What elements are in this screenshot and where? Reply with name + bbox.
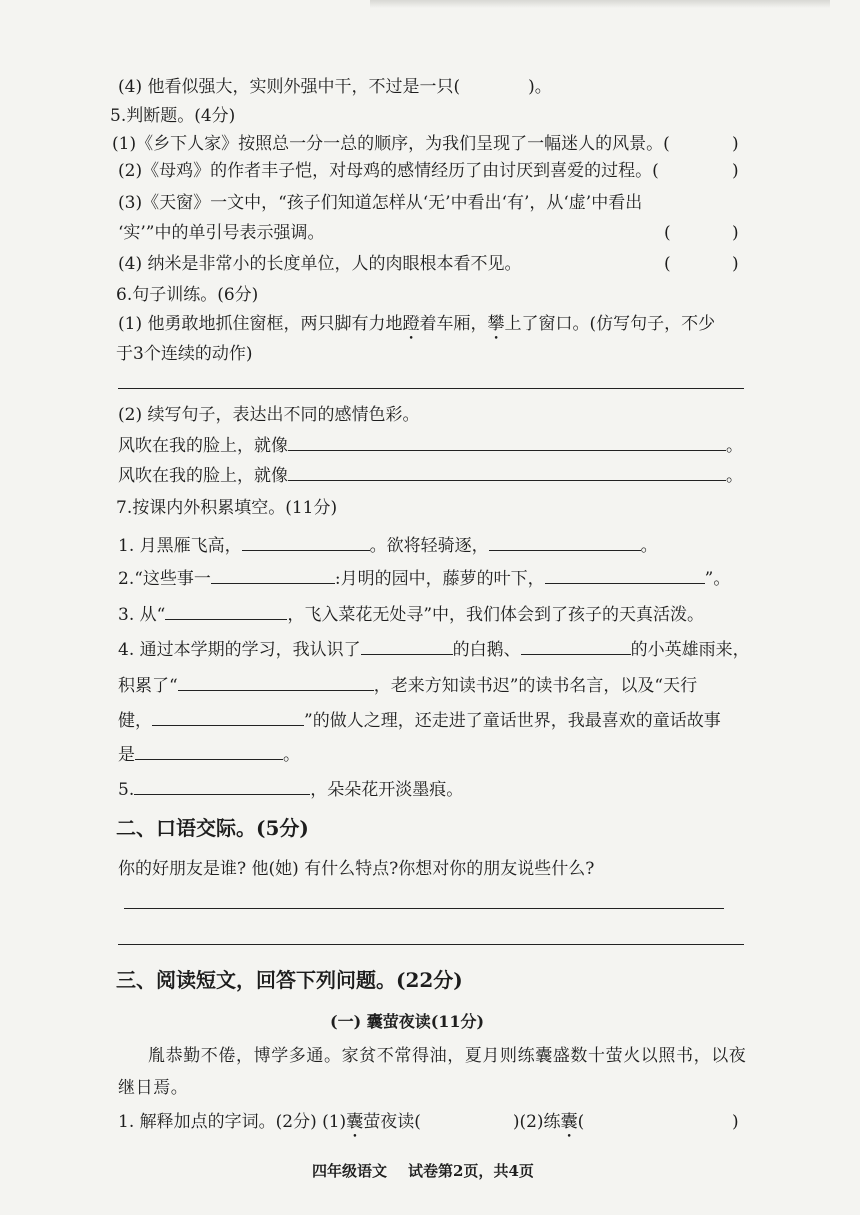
section-2-title: 二、口语交际。(5分) bbox=[116, 816, 309, 840]
q7-row-4 bbox=[118, 638, 750, 661]
q7-r4-blank-1[interactable] bbox=[361, 638, 453, 655]
q7-row-2 bbox=[118, 567, 730, 590]
q6-wind-1 bbox=[118, 434, 743, 457]
q6-s1-part1: (1) 他勇敢地抓住窗框，两只脚有力地 bbox=[118, 314, 403, 334]
q7-r1-a: 1. 月黑雁飞高， bbox=[118, 536, 242, 556]
q5-item-4: (4) 纳米是非常小的长度单位，人的肉眼根本看不见。 bbox=[118, 254, 522, 274]
q7-r1-c: 。 bbox=[640, 536, 658, 556]
q7-row-1 bbox=[118, 534, 658, 557]
q5-item-2-close: ) bbox=[732, 161, 739, 181]
q7-r5-a: 积累了“ bbox=[118, 676, 178, 696]
q6-sentence-1 bbox=[118, 313, 715, 344]
section-3-title: 三、阅读短文，回答下列问题。(22分) bbox=[116, 968, 463, 992]
q7-r8-blank[interactable] bbox=[134, 778, 310, 795]
q5-item-3-open: ( bbox=[664, 223, 671, 243]
q5-item-2: (2)《母鸡》的作者丰子恺，对母鸡的感情经历了由讨厌到喜爱的过程。( bbox=[118, 161, 659, 181]
q7-r6-a: 健， bbox=[118, 711, 152, 731]
q7-row-6 bbox=[118, 709, 721, 732]
q7-row-8 bbox=[118, 778, 463, 801]
q5-item-4-open: ( bbox=[664, 254, 671, 274]
rq1-d: ( bbox=[577, 1112, 585, 1132]
q7-row-3 bbox=[118, 603, 704, 626]
q7-r6-blank[interactable] bbox=[152, 709, 304, 726]
q4-item-4 bbox=[118, 76, 552, 98]
footer-page: 试卷第2页，共4页 bbox=[408, 1162, 534, 1180]
q7-r2-c: ”。 bbox=[704, 569, 731, 589]
q6-s1-dotted-2: 攀 bbox=[487, 314, 505, 334]
rq1-a: 1. 解释加点的字词。(2分) (1) bbox=[118, 1112, 347, 1132]
q6-wind-2-blank[interactable] bbox=[288, 464, 726, 481]
q7-r3-b: ，飞入菜花无处寻”中，我们体会到了孩子的天真活泼。 bbox=[287, 605, 705, 625]
q6-s1-part2: 着车厢， bbox=[419, 314, 488, 334]
q7-r3-a: 3. 从“ bbox=[118, 605, 166, 625]
q5-title: 5.判断题。(4分) bbox=[110, 106, 236, 126]
q4-item-4-text: (4) 他看似强大，实则外强中干，不过是一只( bbox=[118, 77, 461, 97]
q7-r7-blank[interactable] bbox=[135, 743, 283, 760]
section-2-prompt: 你的好朋友是谁? 他(她) 有什么特点?你想对你的朋友说些什么? bbox=[118, 859, 595, 879]
q5-item-1-close: ) bbox=[732, 134, 739, 154]
q7-r7-b: 。 bbox=[283, 745, 300, 765]
scan-shadow bbox=[370, 0, 830, 8]
q5-item-3-close: ) bbox=[732, 223, 739, 243]
q7-r8-b: ，朵朵花开淡墨痕。 bbox=[310, 780, 464, 800]
q7-r4-blank-2[interactable] bbox=[521, 638, 631, 655]
q7-r6-b: ”的做人之理，还走进了童话世界，我最喜欢的童话故事 bbox=[304, 711, 721, 731]
q6-sentence-1-line2: 于3个连续的动作) bbox=[116, 344, 253, 364]
footer-subject: 四年级语文 bbox=[312, 1162, 388, 1180]
q7-row-7 bbox=[118, 743, 300, 766]
q6-sentence-2: (2) 续写句子，表达出不同的感情色彩。 bbox=[118, 405, 420, 425]
passage-line-2: 继日焉。 bbox=[118, 1078, 189, 1098]
q7-r4-b: 的白鹅、 bbox=[452, 640, 521, 660]
q6-s1-part3: 上了窗口。(仿写句子，不少 bbox=[504, 314, 716, 334]
q6-wind-1-text: 风吹在我的脸上，就像 bbox=[118, 436, 288, 456]
passage-line-1: 胤恭勤不倦，博学多通。家贫不常得油，夏月则练囊盛数十萤火以照书，以夜 bbox=[148, 1046, 747, 1066]
rq1-dotted-2: 囊 bbox=[560, 1112, 578, 1132]
q6-wind-2 bbox=[118, 464, 743, 487]
q6-s1-dotted-1: 蹬 bbox=[402, 314, 420, 334]
q5-item-4-close: ) bbox=[732, 254, 739, 274]
rq1-c: )(2)练 bbox=[512, 1112, 561, 1132]
reading-question-1 bbox=[118, 1111, 584, 1142]
q7-row-5 bbox=[118, 674, 697, 697]
q5-item-1: (1)《乡下人家》按照总一分一总的顺序，为我们呈现了一幅迷人的风景。( bbox=[112, 134, 670, 154]
q5-item-3-line2: ‘实’”中的单引号表示强调。 bbox=[118, 223, 325, 243]
q7-r3-blank[interactable] bbox=[165, 603, 287, 620]
q7-r4-c: 的小英雄雨来， bbox=[630, 640, 750, 660]
rq1-b: 萤夜读( bbox=[363, 1112, 421, 1132]
q7-r2-b: :月明的园中，藤萝的叶下， bbox=[334, 569, 545, 589]
reading-question-1-close: ) bbox=[732, 1112, 739, 1132]
q7-r2-a: 2.“这些事一 bbox=[118, 569, 211, 589]
q6-wind-1-end: 。 bbox=[726, 436, 743, 456]
rq1-dotted-1: 囊 bbox=[346, 1112, 364, 1132]
q7-r8-a: 5. bbox=[118, 780, 135, 800]
q6-wind-2-text: 风吹在我的脸上，就像 bbox=[118, 466, 288, 486]
q6-answer-line-1[interactable] bbox=[118, 388, 744, 389]
q5-item-3-line1: (3)《天窗》一文中，“孩子们知道怎样从‘无’中看出‘有’，从‘虚’中看出 bbox=[118, 193, 643, 213]
q7-r1-b: 。欲将轻骑逐， bbox=[369, 536, 489, 556]
q7-r7-a: 是 bbox=[118, 745, 135, 765]
section-2-answer-line-1[interactable] bbox=[124, 908, 724, 909]
q4-item-4-close: )。 bbox=[528, 77, 552, 97]
q6-wind-1-blank[interactable] bbox=[288, 434, 726, 451]
section-2-answer-line-2[interactable] bbox=[118, 944, 744, 945]
q7-r1-blank-2[interactable] bbox=[489, 534, 641, 551]
q7-r4-a: 4. 通过本学期的学习，我认识了 bbox=[118, 640, 361, 660]
q7-r2-blank-1[interactable] bbox=[211, 567, 335, 584]
q7-r5-blank[interactable] bbox=[178, 674, 374, 691]
q7-r1-blank-1[interactable] bbox=[242, 534, 370, 551]
q6-title: 6.句子训练。(6分) bbox=[116, 285, 259, 305]
section-3-subtitle: (一) 囊萤夜读(11分) bbox=[330, 1012, 485, 1031]
q7-r2-blank-2[interactable] bbox=[545, 567, 705, 584]
q7-title: 7.按课内外积累填空。(11分) bbox=[116, 498, 338, 518]
q7-r5-b: ，老来方知读书迟”的读书名言，以及“天行 bbox=[373, 676, 698, 696]
q6-wind-2-end: 。 bbox=[726, 466, 743, 486]
